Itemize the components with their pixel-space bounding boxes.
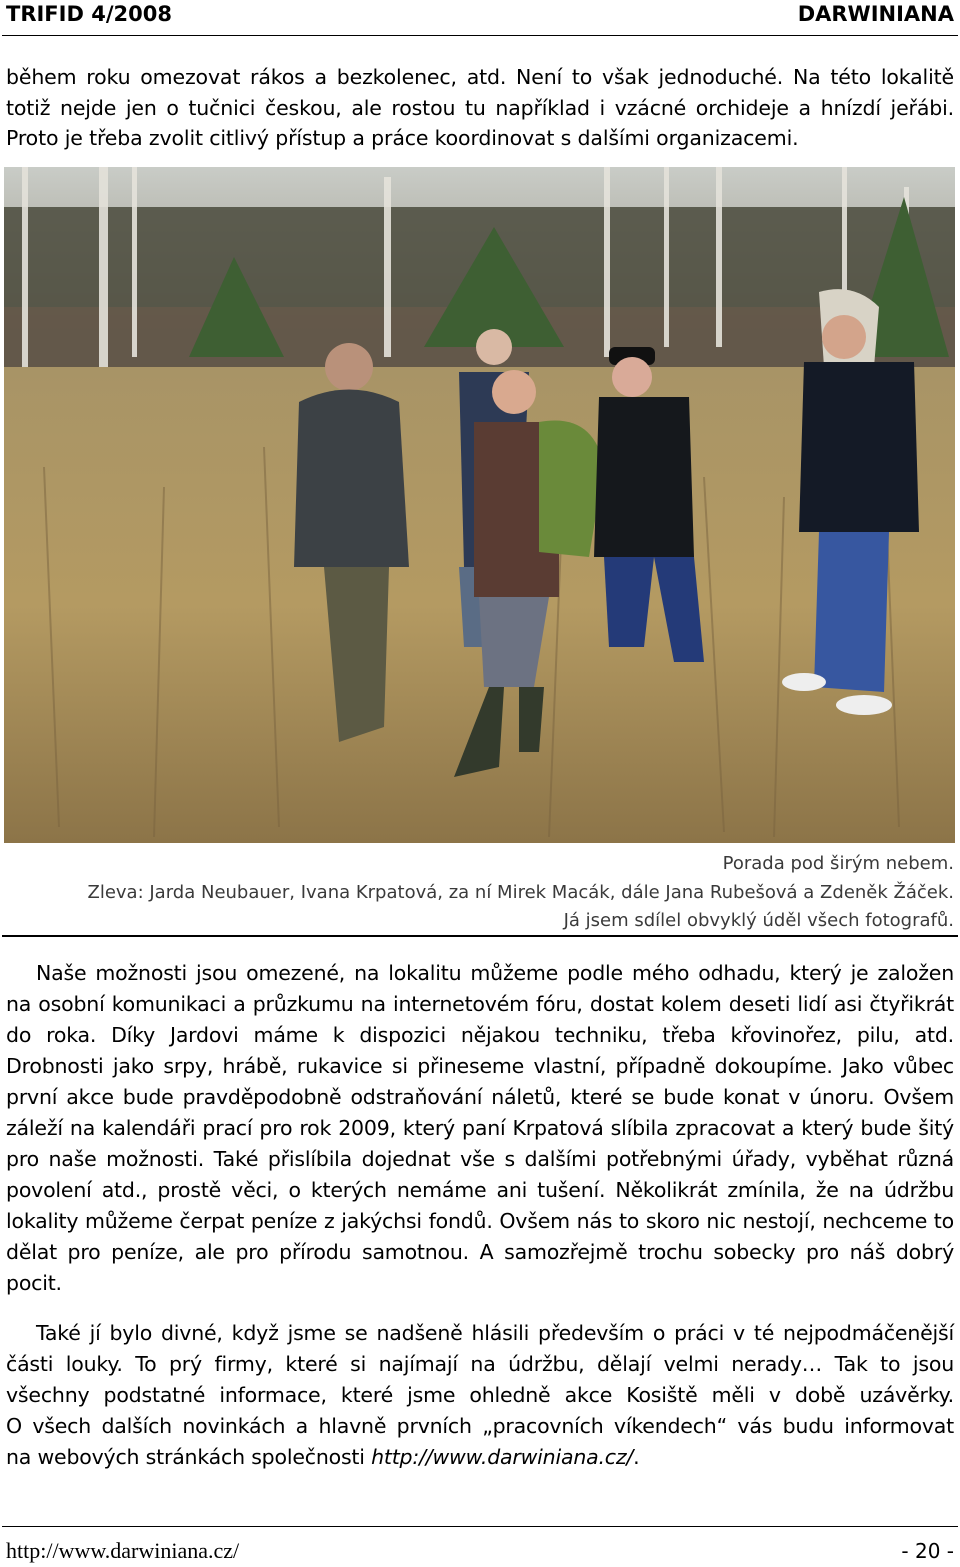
text-line: [6, 1442, 954, 1473]
text-line: Naše možnosti jsou omezené, na lokalitu můžeme podle mého odhadu, který je založen: [36, 961, 954, 985]
text-line: pocit.: [6, 1271, 62, 1295]
caption-line: Já jsem sdílel obvyklý úděl všech fotografů.: [563, 910, 954, 931]
text-line: záleží na kalendáři prací pro rok 2009, který paní Krpatová slíbila zpracovat a který bude šitý: [6, 1116, 954, 1140]
publisher-name: DARWINIANA: [797, 2, 954, 26]
text-line: pro naše možnosti. Také přislíbila dojednat vše s dalšími potřebnými úřady, vyběhat různá: [6, 1147, 954, 1171]
text-line: Drobnosti jako srpy, hrábě, rukavice si přineseme vlastní, případně dokoupíme. Jako vůbec: [6, 1054, 954, 1078]
caption-divider: [2, 935, 958, 937]
photo-caption: [88, 850, 955, 936]
text-line: lokality můžeme čerpat peníze z jakýchsi fondů. Ovšem nás to skoro nic nestojí, nechceme to: [6, 1209, 954, 1233]
text-line: povolení atd., prostě věci, o kterých nemáme ani tušení. Několikrát zmínila, že na údržbu: [6, 1178, 954, 1202]
journal-issue: TRIFID 4/2008: [6, 2, 172, 26]
text-line: Také jí bylo divné, když jsme se nadšeně hlásili především o práci v té nejpodmáčenější: [36, 1321, 954, 1345]
text-line: Proto je třeba zvolit citlivý přístup a práce koordinovat s dalšími organizacemi.: [6, 126, 799, 150]
text-line: části louky. To prý firmy, které si najímají na údržbu, dělají velmi nerady… Tak to jsou: [6, 1352, 954, 1376]
footer-url[interactable]: http://www.darwiniana.cz/: [6, 1538, 240, 1563]
text-line: do roka. Díky Jardovi máme k dispozici nějakou techniku, třeba křovinořez, pilu, atd.: [6, 1023, 954, 1047]
text-line: totiž nejde jen o tučnici českou, ale rostou tu například i vzácné orchideje a hnízdí jeřábi.: [6, 95, 954, 120]
text-line: dělat pro peníze, ale pro přírodu samotnou. A samozřejmě trochu sobecky pro náš dobrý: [6, 1240, 954, 1264]
text-line: na osobní komunikaci a průzkumu na internetovém fóru, dostat kolem deseti lidí asi čtyřikrát: [6, 992, 954, 1016]
text-fragment: .: [633, 1445, 640, 1469]
caption-line: Porada pod širým nebem.: [722, 853, 954, 874]
footer-divider: [2, 1526, 958, 1527]
photo-illustration: [4, 167, 955, 843]
intro-paragraph: [6, 62, 954, 154]
text-line: první akce bude pravděpodobně odstraňování náletů, které se bude konat v únoru. Ovšem: [6, 1085, 954, 1109]
page-header: [4, 0, 956, 30]
text-line: O všech dalších novinkách a hlavně prvních „pracovních víkendech“ vás budu informovat: [6, 1414, 954, 1438]
paragraph-2: [6, 1318, 954, 1473]
text-line: všechny podstatné informace, které jsme ohledně akce Kosiště měli v době uzávěrky.: [6, 1383, 954, 1407]
meadow-photo: [4, 167, 955, 843]
page-number: - 20 -: [901, 1539, 954, 1563]
text-line: během roku omezovat rákos a bezkolenec, atd. Není to však jednoduché. Na této lokalitě: [6, 65, 954, 89]
paragraph-1: [6, 958, 954, 1299]
caption-line: Zleva: Jarda Neubauer, Ivana Krpatová, za ní Mirek Macák, dále Jana Rubešová a Zdeněk Žáček.: [87, 881, 954, 903]
text-fragment: na webových stránkách společnosti: [6, 1445, 372, 1469]
website-link[interactable]: http://www.darwiniana.cz/: [371, 1445, 634, 1469]
header-divider: [2, 35, 958, 36]
